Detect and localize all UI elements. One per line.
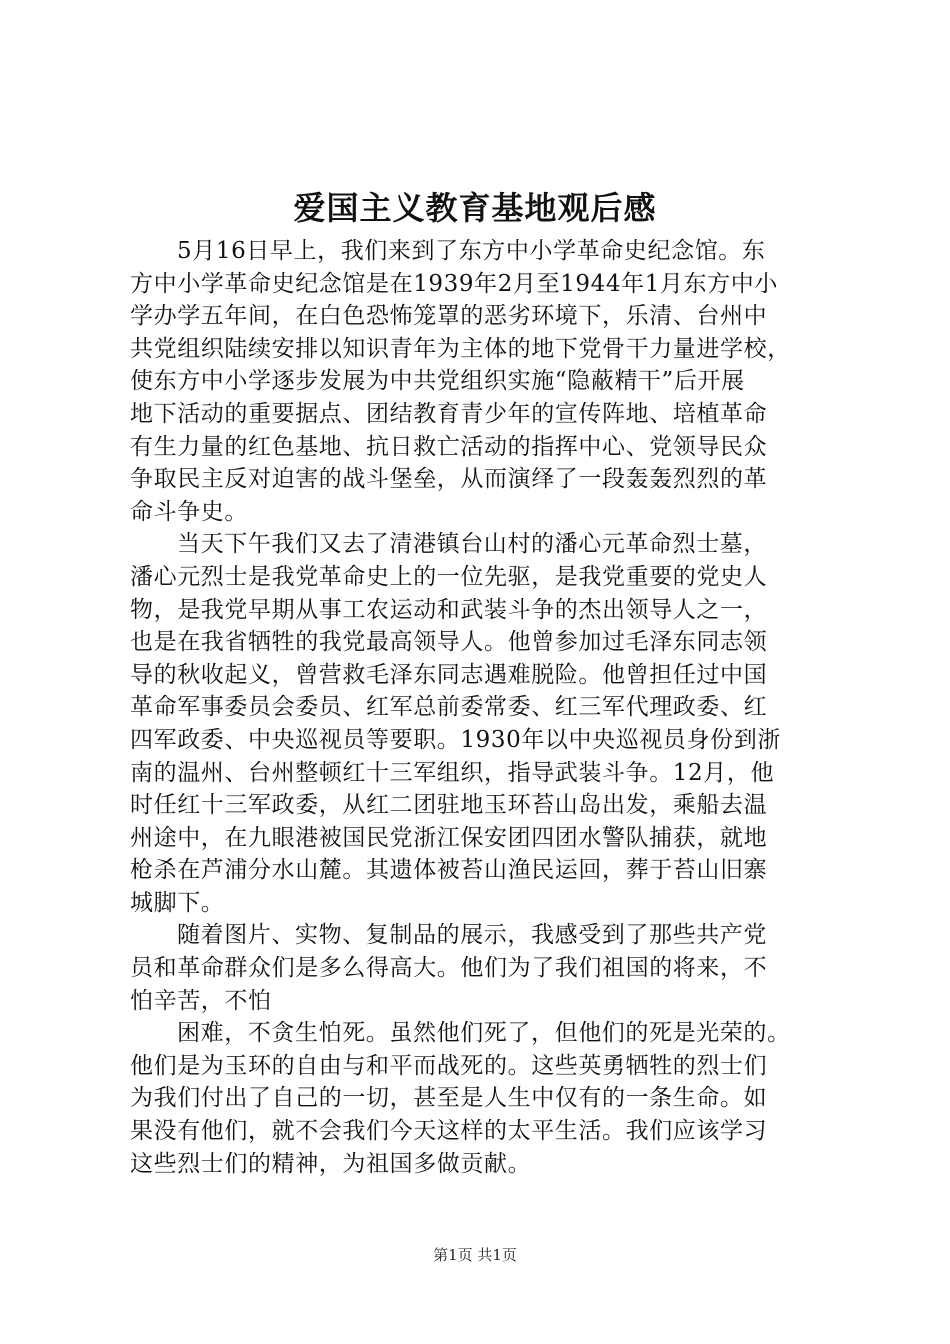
text-line: 5月16日早上，我们来到了东方中小学革命史纪念馆。东 [177, 238, 766, 264]
text-line: 为我们付出了自己的一切，甚至是人生中仅有的一条生命。如 [130, 1085, 768, 1112]
text-line: 学办学五年间，在白色恐怖笼罩的恶劣环境下，乐清、台州中 [130, 303, 768, 330]
paragraph-4 [130, 1017, 830, 1180]
text-line: 时任红十三军政委，从红二团驻地玉环苔山岛出发，乘船去温 [130, 792, 768, 819]
text-line: 有生力量的红色基地、抗日救亡活动的指挥中心、党领导民众 [130, 433, 768, 460]
text-line: 怕辛苦，不怕 [130, 987, 272, 1014]
text-line: 共党组织陆续安排以知识青年为主体的地下党骨干力量进学校， [130, 335, 791, 362]
text-line: 州途中，在九眼港被国民党浙江保安团四团水警队捕获，就地 [130, 824, 768, 851]
paragraph-1 [130, 235, 830, 528]
page-number: 第1页 共1页 [433, 1246, 517, 1264]
text-line: 也是在我省牺牲的我党最高领导人。他曾参加过毛泽东同志领 [130, 629, 768, 656]
text-line: 争取民主反对迫害的战斗堡垒，从而演绎了一段轰轰烈烈的革 [130, 466, 768, 493]
article-body [130, 235, 830, 1180]
text-line: 南的温州、台州整顿红十三军组织，指导武装斗争。12月，他 [130, 759, 775, 786]
text-line: 困难，不贪生怕死。虽然他们死了，但他们的死是光荣的。 [177, 1020, 791, 1047]
text-line: 果没有他们，就不会我们今天这样的太平生活。我们应该学习 [130, 1118, 768, 1145]
text-line: 导的秋收起义，曾营救毛泽东同志遇难脱险。他曾担任过中国 [130, 661, 768, 688]
text-line: 城脚下。 [130, 889, 225, 916]
text-line: 这些烈士们的精神，为祖国多做贡献。 [130, 1150, 532, 1177]
text-line: 随着图片、实物、复制品的展示，我感受到了那些共产党 [177, 922, 767, 949]
page-title: 爱国主义教育基地观后感 [293, 189, 657, 227]
text-line: 物，是我党早期从事工农运动和武装斗争的杰出领导人之一， [130, 596, 768, 623]
paragraph-3 [130, 919, 830, 1017]
text-line: 革命军事委员会委员、红军总前委常委、红三军代理政委、红 [130, 694, 768, 721]
text-line: 地下活动的重要据点、团结教育青少年的宣传阵地、培植革命 [130, 400, 768, 427]
text-line: 使东方中小学逐步发展为中共党组织实施“隐蔽精干”后开展 [130, 368, 745, 395]
text-line: 当天下午我们又去了清港镇台山村的潘心元革命烈士墓， [177, 531, 767, 558]
paragraph-2 [130, 528, 830, 919]
text-line: 枪杀在芦浦分水山麓。其遗体被苔山渔民运回，葬于苔山旧寨 [130, 857, 768, 884]
text-line: 潘心元烈士是我党革命史上的一位先驱，是我党重要的党史人 [130, 563, 768, 590]
text-line: 四军政委、中央巡视员等要职。1930年以中央巡视员身份到浙 [130, 726, 781, 753]
text-line: 方中小学革命史纪念馆是在1939年2月至1944年1月东方中小 [130, 270, 778, 297]
text-line: 他们是为玉环的自由与和平而战死的。这些英勇牺牲的烈士们 [130, 1052, 768, 1079]
text-line: 命斗争史。 [130, 498, 248, 525]
text-line: 员和革命群众们是多么得高大。他们为了我们祖国的将来，不 [130, 955, 768, 982]
